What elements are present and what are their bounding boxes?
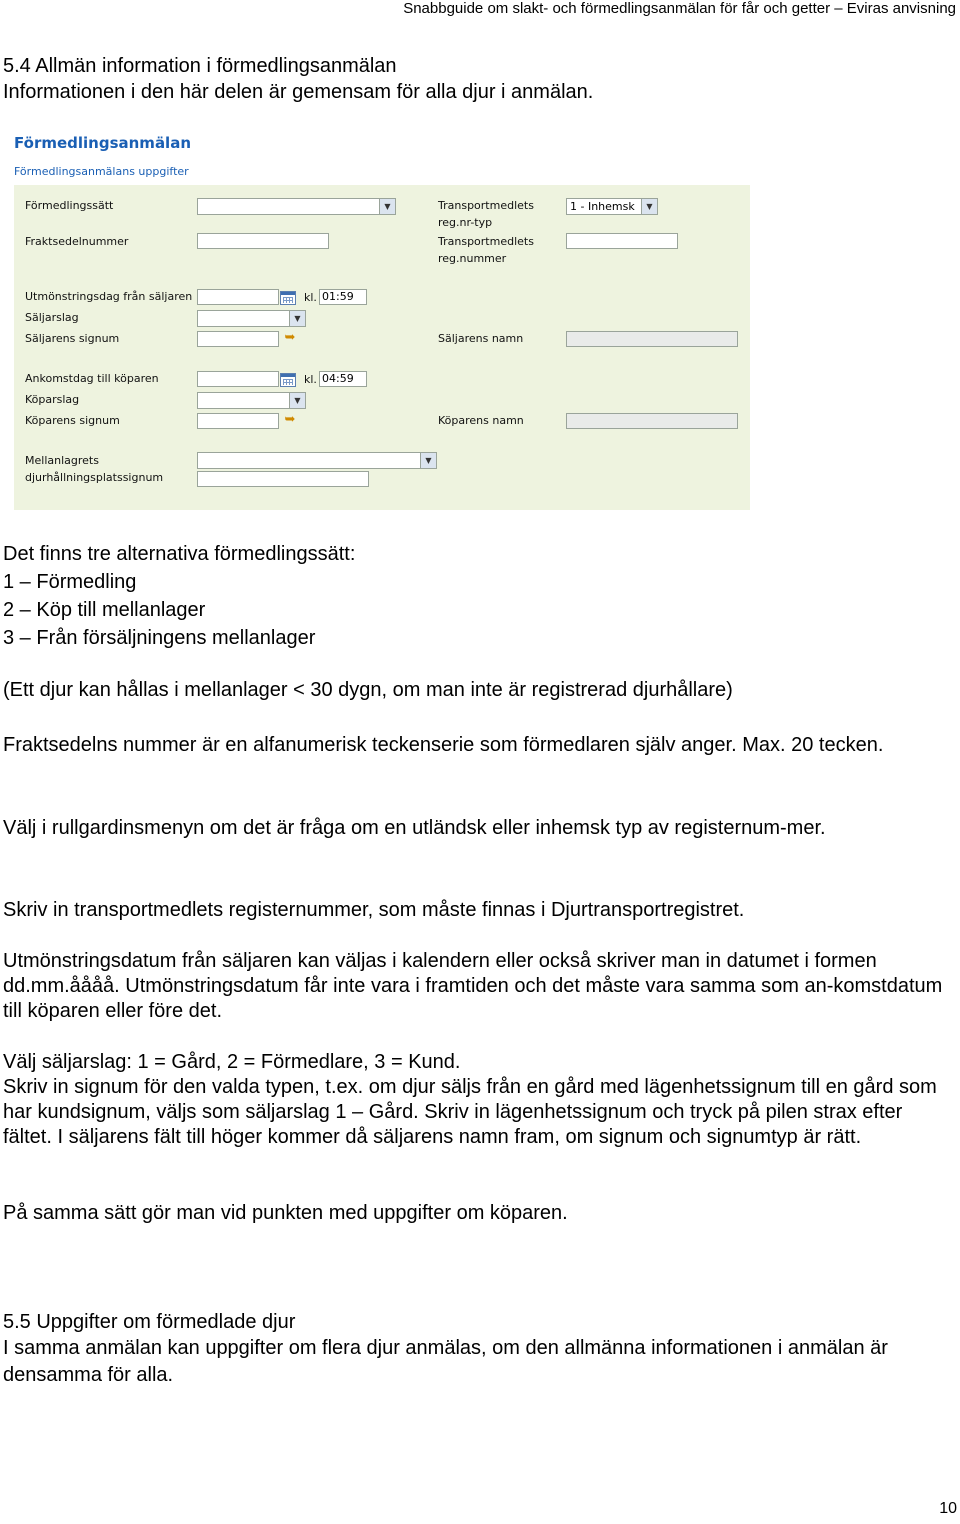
- note-paragraph: (Ett djur kan hållas i mellanlager < 30 dygn, om man inte är registrerad djurhållare): [3, 679, 733, 701]
- fetch-arrow-icon[interactable]: ➥: [284, 412, 296, 427]
- label-transport-nr-2: reg.nummer: [438, 252, 507, 265]
- section-title-5-4: 5.4 Allmän information i förmedlingsanmälan: [3, 55, 397, 77]
- skriv-transport-paragraph: Skriv in transportmedlets registernummer, som måste finnas i Djurtransportregistret.: [3, 899, 745, 921]
- alt-heading: Det finns tre alternativa förmedlingssätt:: [3, 543, 356, 565]
- valj-rull-paragraph: Välj i rullgardinsmenyn om det är fråga om en utländsk eller inhemsk typ av registernum-mer.: [3, 817, 826, 839]
- koparslag-select[interactable]: [197, 392, 306, 409]
- chevron-down-icon: ▼: [379, 199, 395, 214]
- signum-text: Skriv in signum för den valda typen, t.ex. om djur säljs från en gård med lägenhetssignum till en gård som har kundsignum, väljs som säljarslag 1 – Gård. Skriv in lägenhetssignum och tryck på pilen strax efter fältet. I säljarens fält till höger kommer då säljarens namn fram, om signum och signumtyp är rätt.: [3, 1076, 937, 1148]
- utmonstring-paragraph: [3, 949, 956, 1024]
- chevron-down-icon: ▼: [289, 311, 305, 326]
- label-saljarslag: Säljarslag: [25, 311, 79, 324]
- utmonstring-text-1: Utmönstringsdatum från säljaren kan väljas i kalendern eller också skriver man in datumet i formen dd.mm.åååå.: [3, 950, 877, 997]
- label-utmonstringsdag: Utmönstringsdag från säljaren: [25, 290, 193, 303]
- label-kl-ankomst: kl.: [304, 373, 317, 386]
- transport-nr-input[interactable]: [566, 233, 678, 249]
- label-transport-typ-2: reg.nr-typ: [438, 216, 493, 229]
- saljarslag-select[interactable]: [197, 310, 306, 327]
- alternatives-block: [3, 540, 956, 652]
- form-subtitle: Förmedlingsanmälans uppgifter: [14, 165, 189, 178]
- label-saljarens-signum: Säljarens signum: [25, 332, 120, 345]
- page-number: 10: [939, 1500, 957, 1517]
- saljarens-namn-field: [566, 331, 738, 347]
- fraktsedel-paragraph: Fraktsedelns nummer är en alfanumerisk teckenserie som förmedlaren själv anger. Max. 20 tecken.: [3, 734, 884, 756]
- calendar-icon[interactable]: [280, 373, 296, 387]
- label-fraktsedelnummer: Fraktsedelnummer: [25, 235, 129, 248]
- label-koparens-signum: Köparens signum: [25, 414, 120, 427]
- alt-item-3: 3 – Från försäljningens mellanlager: [3, 627, 316, 649]
- label-koparens-namn: Köparens namn: [438, 414, 524, 427]
- alt-item-1: 1 – Förmedling: [3, 571, 137, 593]
- label-transport-nr-1: Transportmedlets: [438, 235, 534, 248]
- label-kl-utmonstring: kl.: [304, 291, 317, 304]
- label-transport-typ-1: Transportmedlets: [438, 199, 534, 212]
- saljarslag-paragraph: [3, 1050, 956, 1150]
- chevron-down-icon: ▼: [641, 199, 657, 214]
- koparens-signum-input[interactable]: [197, 413, 279, 429]
- saljarslag-line: Välj säljarslag: 1 = Gård, 2 = Förmedlare, 3 = Kund.: [3, 1051, 461, 1073]
- chevron-down-icon: ▼: [289, 393, 305, 408]
- ankomst-time-input[interactable]: 04:59: [319, 371, 367, 387]
- chevron-down-icon: ▼: [420, 453, 436, 468]
- form-panel: [14, 185, 750, 510]
- mellanlager-select[interactable]: [197, 452, 437, 469]
- running-header: Snabbguide om slakt- och förmedlingsanmälan för får och getter – Eviras anvisning: [403, 0, 956, 17]
- form-screenshot: [14, 128, 750, 510]
- label-formedlingssatt: Förmedlingssätt: [25, 199, 114, 212]
- utmonstring-time-input[interactable]: 01:59: [319, 289, 367, 305]
- mellanlager-input[interactable]: [197, 471, 369, 487]
- formedlingssatt-select[interactable]: [197, 198, 396, 215]
- label-koparslag: Köparslag: [25, 393, 80, 406]
- label-mellanlager-2: djurhållningsplatssignum: [25, 471, 164, 484]
- form-title: Förmedlingsanmälan: [14, 134, 192, 152]
- transport-typ-select[interactable]: [566, 198, 658, 215]
- section-intro-5-4: Informationen i den här delen är gemensam för alla djur i anmälan.: [3, 81, 594, 103]
- utmonstring-text-2: Utmönstringsdatum får inte vara i framtiden och det måste vara samma som an-komstdatum till köparen eller före det.: [3, 975, 943, 1022]
- label-ankomstdag: Ankomstdag till köparen: [25, 372, 159, 385]
- fetch-arrow-icon[interactable]: ➥: [284, 330, 296, 345]
- koparens-namn-field: [566, 413, 738, 429]
- label-mellanlager-1: Mellanlagrets: [25, 454, 99, 467]
- calendar-icon[interactable]: [280, 291, 296, 305]
- saljarens-signum-input[interactable]: [197, 331, 279, 347]
- ankomstdag-input[interactable]: [197, 371, 279, 387]
- samma-satt-paragraph: På samma sätt gör man vid punkten med uppgifter om köparen.: [3, 1202, 568, 1224]
- utmonstringsdag-input[interactable]: [197, 289, 279, 305]
- alt-item-2: 2 – Köp till mellanlager: [3, 599, 206, 621]
- fraktsedelnummer-input[interactable]: [197, 233, 329, 249]
- section-title-5-5: 5.5 Uppgifter om förmedlade djur: [3, 1311, 296, 1333]
- transport-typ-value: 1 - Inhemsk: [570, 200, 635, 213]
- label-saljarens-namn: Säljarens namn: [438, 332, 524, 345]
- section-intro-5-5: I samma anmälan kan uppgifter om flera djur anmälas, om den allmänna informationen i anmälan är densamma för alla.: [3, 1337, 888, 1386]
